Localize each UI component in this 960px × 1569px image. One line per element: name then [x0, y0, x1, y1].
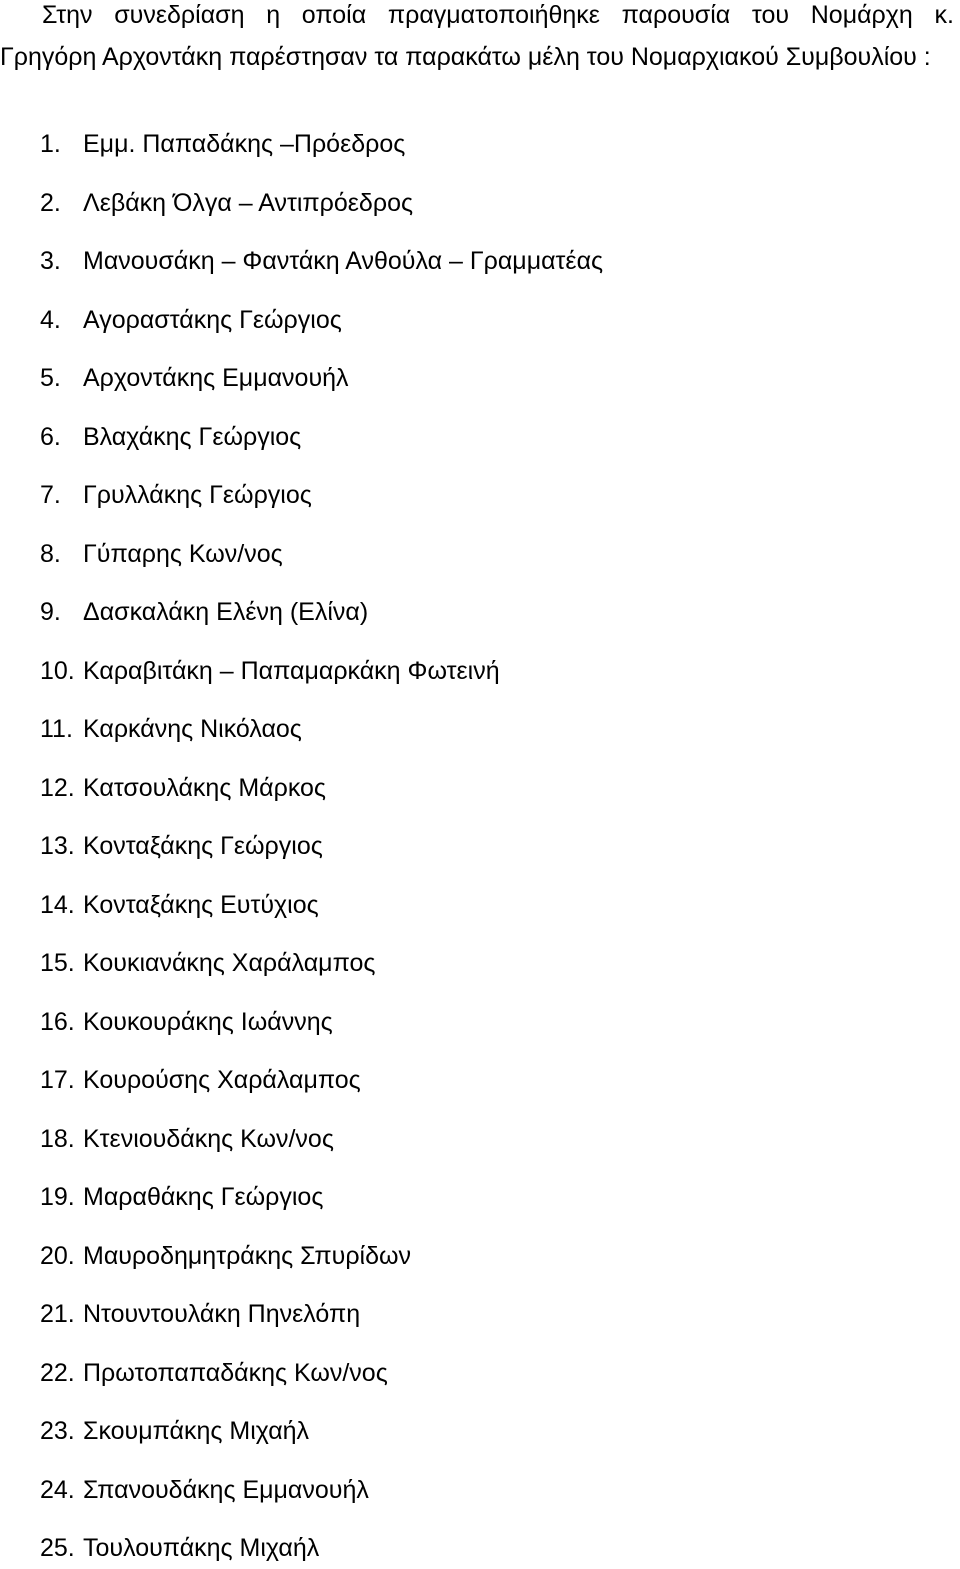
- list-item-name: Κονταξάκης Γεώργιος: [83, 832, 323, 860]
- list-item-number: 11.: [40, 715, 73, 743]
- list-item-name: Ντουντουλάκη Πηνελόπη: [83, 1300, 361, 1328]
- list-item-number: 7.: [40, 481, 61, 509]
- list-item-name: Μανουσάκη – Φαντάκη Ανθούλα – Γραμματέας: [83, 247, 604, 275]
- list-item-number: 4.: [40, 305, 61, 334]
- intro-word: Νομάρχη: [810, 1, 913, 29]
- list-item-number: 5.: [40, 364, 61, 392]
- list-item-name: Καρκάνης Νικόλαος: [83, 715, 302, 743]
- list-item-name: Βλαχάκης Γεώργιος: [83, 422, 302, 451]
- list-item-number: 23.: [40, 1417, 75, 1445]
- list-item-number: 8.: [40, 539, 61, 568]
- list-item-number: 17.: [40, 1066, 75, 1094]
- intro-word: κ.: [934, 1, 954, 29]
- list-item-name: Μαυροδημητράκης Σπυρίδων: [83, 1241, 412, 1270]
- intro-word: πραγματοποιήθηκε: [387, 1, 600, 29]
- list-item-number: 2.: [40, 188, 61, 217]
- intro-word: οποία: [301, 1, 367, 29]
- list-item-number: 12.: [40, 773, 75, 802]
- intro-line-1: [42, 0, 954, 30]
- list-item-name: Μαραθάκης Γεώργιος: [83, 1183, 324, 1211]
- list-item-name: Δασκαλάκη Ελένη (Ελίνα): [83, 598, 369, 626]
- intro-word: του: [751, 1, 790, 29]
- list-item-name: Κατσουλάκης Μάρκος: [83, 773, 326, 802]
- list-item-number: 9.: [40, 598, 61, 626]
- list-item-number: 22.: [40, 1358, 75, 1387]
- list-item-name: Τουλουπάκης Μιχαήλ: [83, 1534, 320, 1562]
- list-item-name: Καραβιτάκη – Παπαμαρκάκη Φωτεινή: [83, 656, 500, 685]
- list-item-name: Κουκιανάκης Χαράλαμπος: [83, 949, 376, 977]
- list-item-name: Λεβάκη Όλγα – Αντιπρόεδρος: [83, 188, 414, 217]
- intro-word: Στην: [42, 1, 93, 29]
- list-item-number: 20.: [40, 1241, 75, 1270]
- list-item-name: Κονταξάκης Ευτύχιος: [83, 890, 319, 919]
- list-item-number: 10.: [40, 656, 75, 685]
- list-item-number: 6.: [40, 422, 61, 451]
- list-item-number: 24.: [40, 1475, 75, 1504]
- list-item-number: 15.: [40, 949, 75, 977]
- list-item-number: 13.: [40, 832, 75, 860]
- list-item-name: Αρχοντάκης Εμμανουήλ: [83, 364, 349, 392]
- list-item-number: 25.: [40, 1534, 75, 1562]
- list-item-name: Σκουμπάκης Μιχαήλ: [83, 1417, 310, 1445]
- list-item-name: Γύπαρης Κων/νος: [83, 539, 283, 568]
- intro-word: συνεδρίαση: [114, 1, 245, 29]
- list-item-number: 1.: [40, 130, 61, 158]
- list-item-number: 18.: [40, 1124, 75, 1153]
- list-item-number: 21.: [40, 1300, 75, 1328]
- list-item-name: Εμμ. Παπαδάκης –Πρόεδρος: [83, 130, 406, 158]
- list-item-name: Γρυλλάκης Γεώργιος: [83, 481, 312, 509]
- list-item-name: Σπανουδάκης Εμμανουήλ: [83, 1475, 369, 1504]
- list-item-name: Αγοραστάκης Γεώργιος: [83, 305, 342, 334]
- list-item-number: 3.: [40, 247, 61, 275]
- list-item-number: 19.: [40, 1183, 75, 1211]
- list-item-number: 14.: [40, 890, 75, 919]
- intro-word: η: [266, 1, 281, 29]
- list-item-name: Κουκουράκης Ιωάννης: [83, 1007, 333, 1036]
- intro-line-2: Γρηγόρη Αρχοντάκη παρέστησαν τα παρακάτω μέλη του Νομαρχιακού Συμβουλίου :: [0, 43, 931, 71]
- list-item-name: Κουρούσης Χαράλαμπος: [83, 1066, 361, 1094]
- list-item-name: Κτενιουδάκης Κων/νος: [83, 1124, 334, 1153]
- list-item-name: Πρωτοπαπαδάκης Κων/νος: [83, 1358, 388, 1387]
- intro-word: παρουσία: [621, 1, 731, 29]
- list-item-number: 16.: [40, 1007, 75, 1036]
